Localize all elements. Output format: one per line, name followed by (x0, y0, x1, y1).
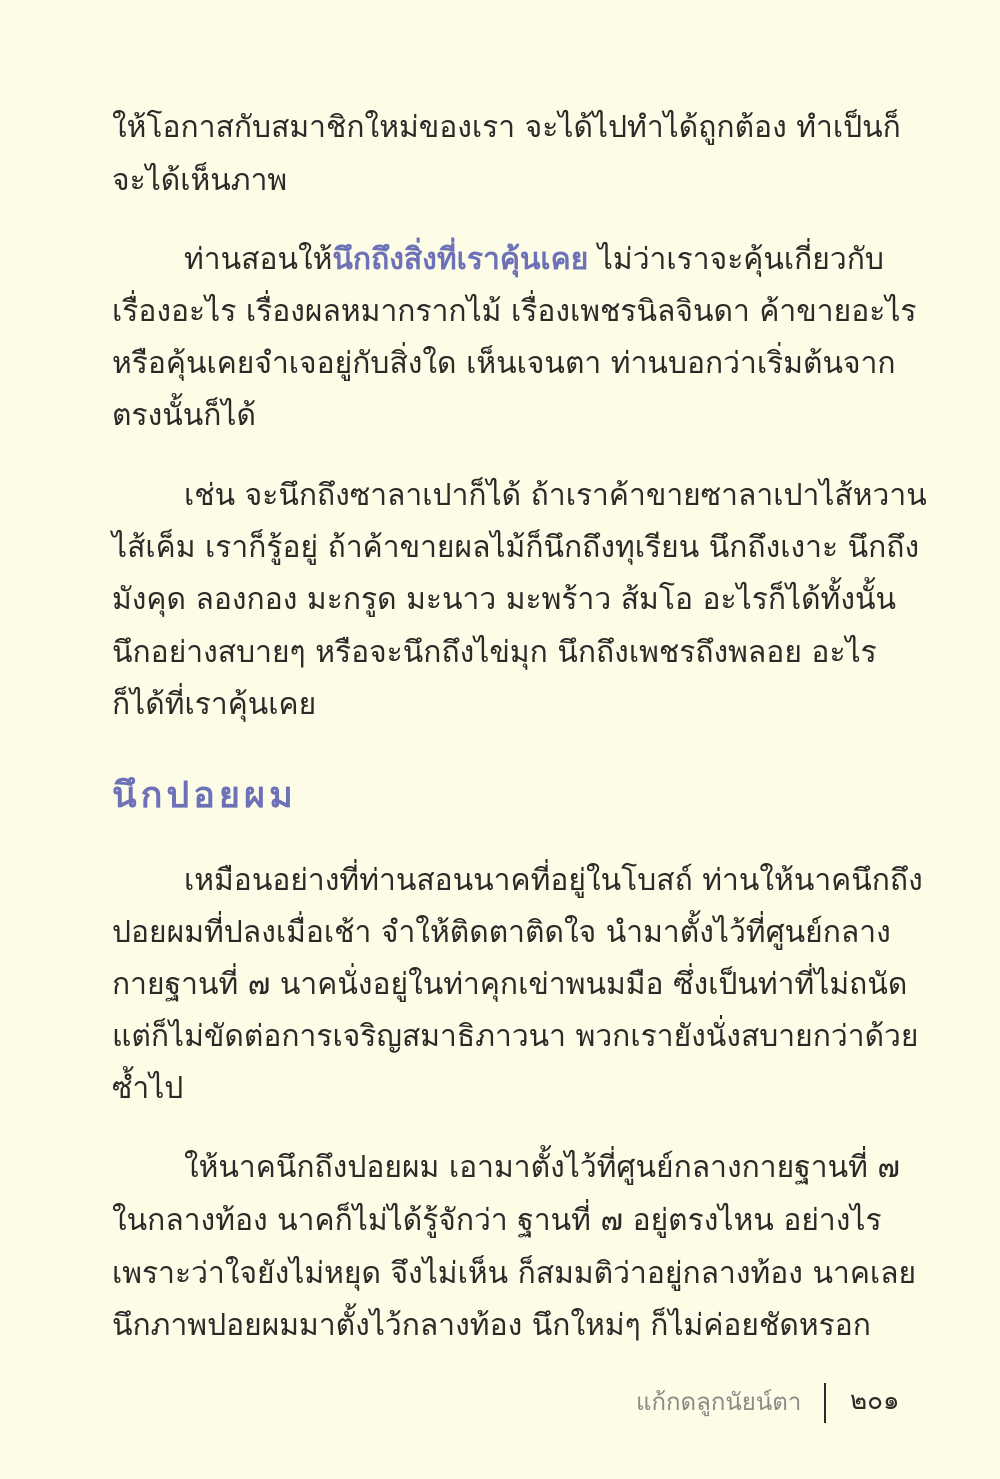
paragraph-5-line-2: ในกลางท้อง นาคก็ไม่ได้รู้จักว่า ฐานที่ ๗ อยู่ตรงไหน อย่างไร (112, 1203, 882, 1238)
paragraph-5-line-4: นึกภาพปอยผมมาตั้งไว้กลางท้อง นึกใหม่ๆ ก็ไม่ค่อยชัดหรอก (112, 1308, 871, 1343)
paragraph-1-line-1: ให้โอกาสกับสมาชิกใหม่ของเรา จะได้ไปทำได้ถูกต้อง ทำเป็นก็ (112, 110, 901, 145)
paragraph-4-line-3: กายฐานที่ ๗ นาคนั่งอยู่ในท่าคุกเข่าพนมมือ ซึ่งเป็นท่าที่ไม่ถนัด (112, 967, 908, 1002)
running-footer-title: แก้กดลูกนัยน์ตา (636, 1388, 802, 1416)
paragraph-3-line-2: ไส้เค็ม เราก็รู้อยู่ ถ้าค้าขายผลไม้ก็นึกถึงทุเรียน นึกถึงเงาะ นึกถึง (112, 530, 920, 565)
highlighted-phrase: นึกถึงสิ่งที่เราคุ้นเคย (332, 242, 589, 277)
paragraph-2-prefix: ท่านสอนให้ (184, 242, 333, 277)
paragraph-2-line-1 (184, 242, 884, 277)
paragraph-3-line-1: เช่น จะนึกถึงซาลาเปาก็ได้ ถ้าเราค้าขายซาลาเปาไส้หวาน (184, 478, 927, 513)
paragraph-3-line-5: ก็ได้ที่เราคุ้นเคย (112, 687, 317, 722)
paragraph-5-line-3: เพราะว่าใจยังไม่หยุด จึงไม่เห็น ก็สมมติว่าอยู่กลางท้อง นาคเลย (112, 1256, 917, 1291)
paragraph-4-line-2: ปอยผมที่ปลงเมื่อเช้า จำให้ติดตาติดใจ นำมาตั้งไว้ที่ศูนย์กลาง (112, 915, 891, 950)
paragraph-4-line-5: ซ้ำไป (112, 1071, 184, 1106)
paragraph-3-line-3: มังคุด ลองกอง มะกรูด มะนาว มะพร้าว ส้มโอ อะไรก็ได้ทั้งนั้น (112, 582, 896, 617)
paragraph-4-line-1: เหมือนอย่างที่ท่านสอนนาคที่อยู่ในโบสถ์ ท่านให้นาคนึกถึง (184, 863, 923, 898)
paragraph-1-line-2: จะได้เห็นภาพ (112, 163, 288, 198)
footer-divider (824, 1383, 826, 1423)
paragraph-4-line-4: แต่ก็ไม่ขัดต่อการเจริญสมาธิภาวนา พวกเรายังนั่งสบายกว่าด้วย (112, 1019, 919, 1054)
paragraph-2-line-2: เรื่องอะไร เรื่องผลหมากรากไม้ เรื่องเพชรนิลจินดา ค้าขายอะไร (112, 294, 917, 329)
paragraph-5-line-1: ให้นาคนึกถึงปอยผม เอามาตั้งไว้ที่ศูนย์กลางกายฐานที่ ๗ (184, 1150, 900, 1185)
paragraph-2-suffix: ไม่ว่าเราจะคุ้นเกี่ยวกับ (588, 242, 884, 277)
section-heading: นึกปอยผม (112, 775, 297, 816)
paragraph-3-line-4: นึกอย่างสบายๆ หรือจะนึกถึงไข่มุก นึกถึงเพชรถึงพลอย อะไร (112, 635, 877, 670)
paragraph-2-line-4: ตรงนั้นก็ได้ (112, 398, 256, 433)
page-number: ๒๐๑ (850, 1386, 900, 1416)
paragraph-2-line-3: หรือคุ้นเคยจำเจอยู่กับสิ่งใด เห็นเจนตา ท่านบอกว่าเริ่มต้นจาก (112, 346, 896, 381)
